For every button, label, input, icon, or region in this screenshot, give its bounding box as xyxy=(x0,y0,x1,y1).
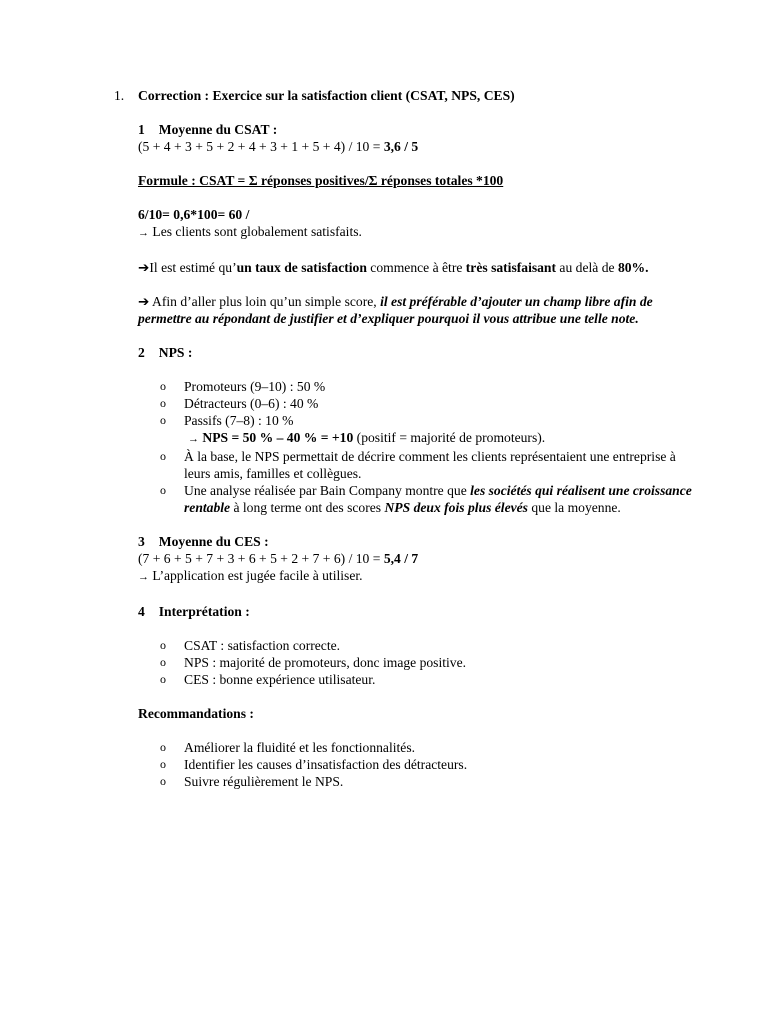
csat-heading: 1 Moyenne du CSAT : xyxy=(138,122,267,137)
list-item: o CES : bonne expérience utilisateur. xyxy=(160,672,376,687)
circle-bullet-icon: o xyxy=(160,413,166,427)
csat-formula: Formule : CSAT = Σ réponses positives/Σ réponses totales *100 xyxy=(138,173,504,188)
recommendations-list xyxy=(138,739,698,790)
ces-calculation: (7 + 6 + 5 + 7 + 3 + 6 + 5 + 2 + 7 + 6) / 10 = 5,4 / 7 xyxy=(138,551,419,566)
interpretation-heading: 4 Interprétation : xyxy=(138,604,240,619)
arrow-right-icon: → xyxy=(188,433,199,445)
circle-bullet-icon: o xyxy=(160,757,166,771)
list-item: o Promoteurs (9–10) : 50 % xyxy=(160,379,326,394)
csat-advice-paragraph: ➔ Afin d’aller plus loin qu’un simple score, il est préférable d’ajouter un champ libre afin de permettre au répondant de justifier et d’expliquer pourquoi il vous attribue une telle note. xyxy=(138,294,653,326)
list-item: o Améliorer la fluidité et les fonctionnalités. xyxy=(160,740,416,755)
nps-list xyxy=(138,378,698,516)
circle-bullet-icon: o xyxy=(160,379,166,393)
list-item: o Identifier les causes d’insatisfaction des détracteurs. xyxy=(160,757,468,772)
circle-bullet-icon: o xyxy=(160,740,166,754)
list-item: o Une analyse réalisée par Bain Company montre que les sociétés qui réalisent une croissance rentable à long terme ont des scores NPS deux fois plus élevés que la moyenne. xyxy=(160,483,692,515)
list-item: o Suivre régulièrement le NPS. xyxy=(160,774,344,789)
circle-bullet-icon: o xyxy=(160,396,166,410)
nps-result: NPS = 50 % – 40 % = +10 xyxy=(199,430,354,445)
circle-bullet-icon: o xyxy=(160,672,166,686)
list-item: o Passifs (7–8) : 10 % → NPS = 50 % – 40 % = +10 (positif = majorité de promoteurs). xyxy=(160,413,546,445)
list-item: o NPS : majorité de promoteurs, donc image positive. xyxy=(160,655,467,670)
bold-arrow-icon: ➔ xyxy=(138,260,150,275)
circle-bullet-icon: o xyxy=(160,638,166,652)
ces-conclusion: → L’application est jugée facile à utiliser. xyxy=(138,568,363,583)
csat-threshold-paragraph: ➔Il est estimé qu’un taux de satisfaction commence à être très satisfaisant au delà de 80%. xyxy=(138,260,649,275)
interpretation-list xyxy=(138,637,698,688)
nps-heading: 2 NPS : xyxy=(138,345,182,360)
recommendations-heading: Recommandations : xyxy=(138,706,254,721)
csat-conversion: 6/10= 0,6*100= 60 / xyxy=(138,207,250,222)
circle-bullet-icon: o xyxy=(160,655,166,669)
arrow-right-icon: → xyxy=(138,571,149,583)
circle-bullet-icon: o xyxy=(160,483,166,497)
arrow-right-icon: → xyxy=(138,227,149,239)
circle-bullet-icon: o xyxy=(160,449,166,463)
list-item: o Détracteurs (0–6) : 40 % xyxy=(160,396,319,411)
csat-conclusion: → Les clients sont globalement satisfaits. xyxy=(138,224,362,239)
circle-bullet-icon: o xyxy=(160,774,166,788)
document-content xyxy=(138,87,698,790)
document-title: Correction : Exercice sur la satisfaction client (CSAT, NPS, CES) xyxy=(138,88,515,103)
list-item: o CSAT : satisfaction correcte. xyxy=(160,638,341,653)
bold-arrow-icon: ➔ xyxy=(138,294,150,309)
csat-result: 3,6 / 5 xyxy=(383,139,419,154)
list-number: 1. xyxy=(114,88,125,103)
ces-heading: 3 Moyenne du CES : xyxy=(138,534,259,549)
csat-calculation: (5 + 4 + 3 + 5 + 2 + 4 + 3 + 1 + 5 + 4) / 10 = 3,6 / 5 xyxy=(138,139,419,154)
ces-result: 5,4 / 7 xyxy=(383,551,419,566)
list-item: o À la base, le NPS permettait de décrire comment les clients représentaient une entreprise à leurs amis, familles et collègues. xyxy=(160,449,676,481)
